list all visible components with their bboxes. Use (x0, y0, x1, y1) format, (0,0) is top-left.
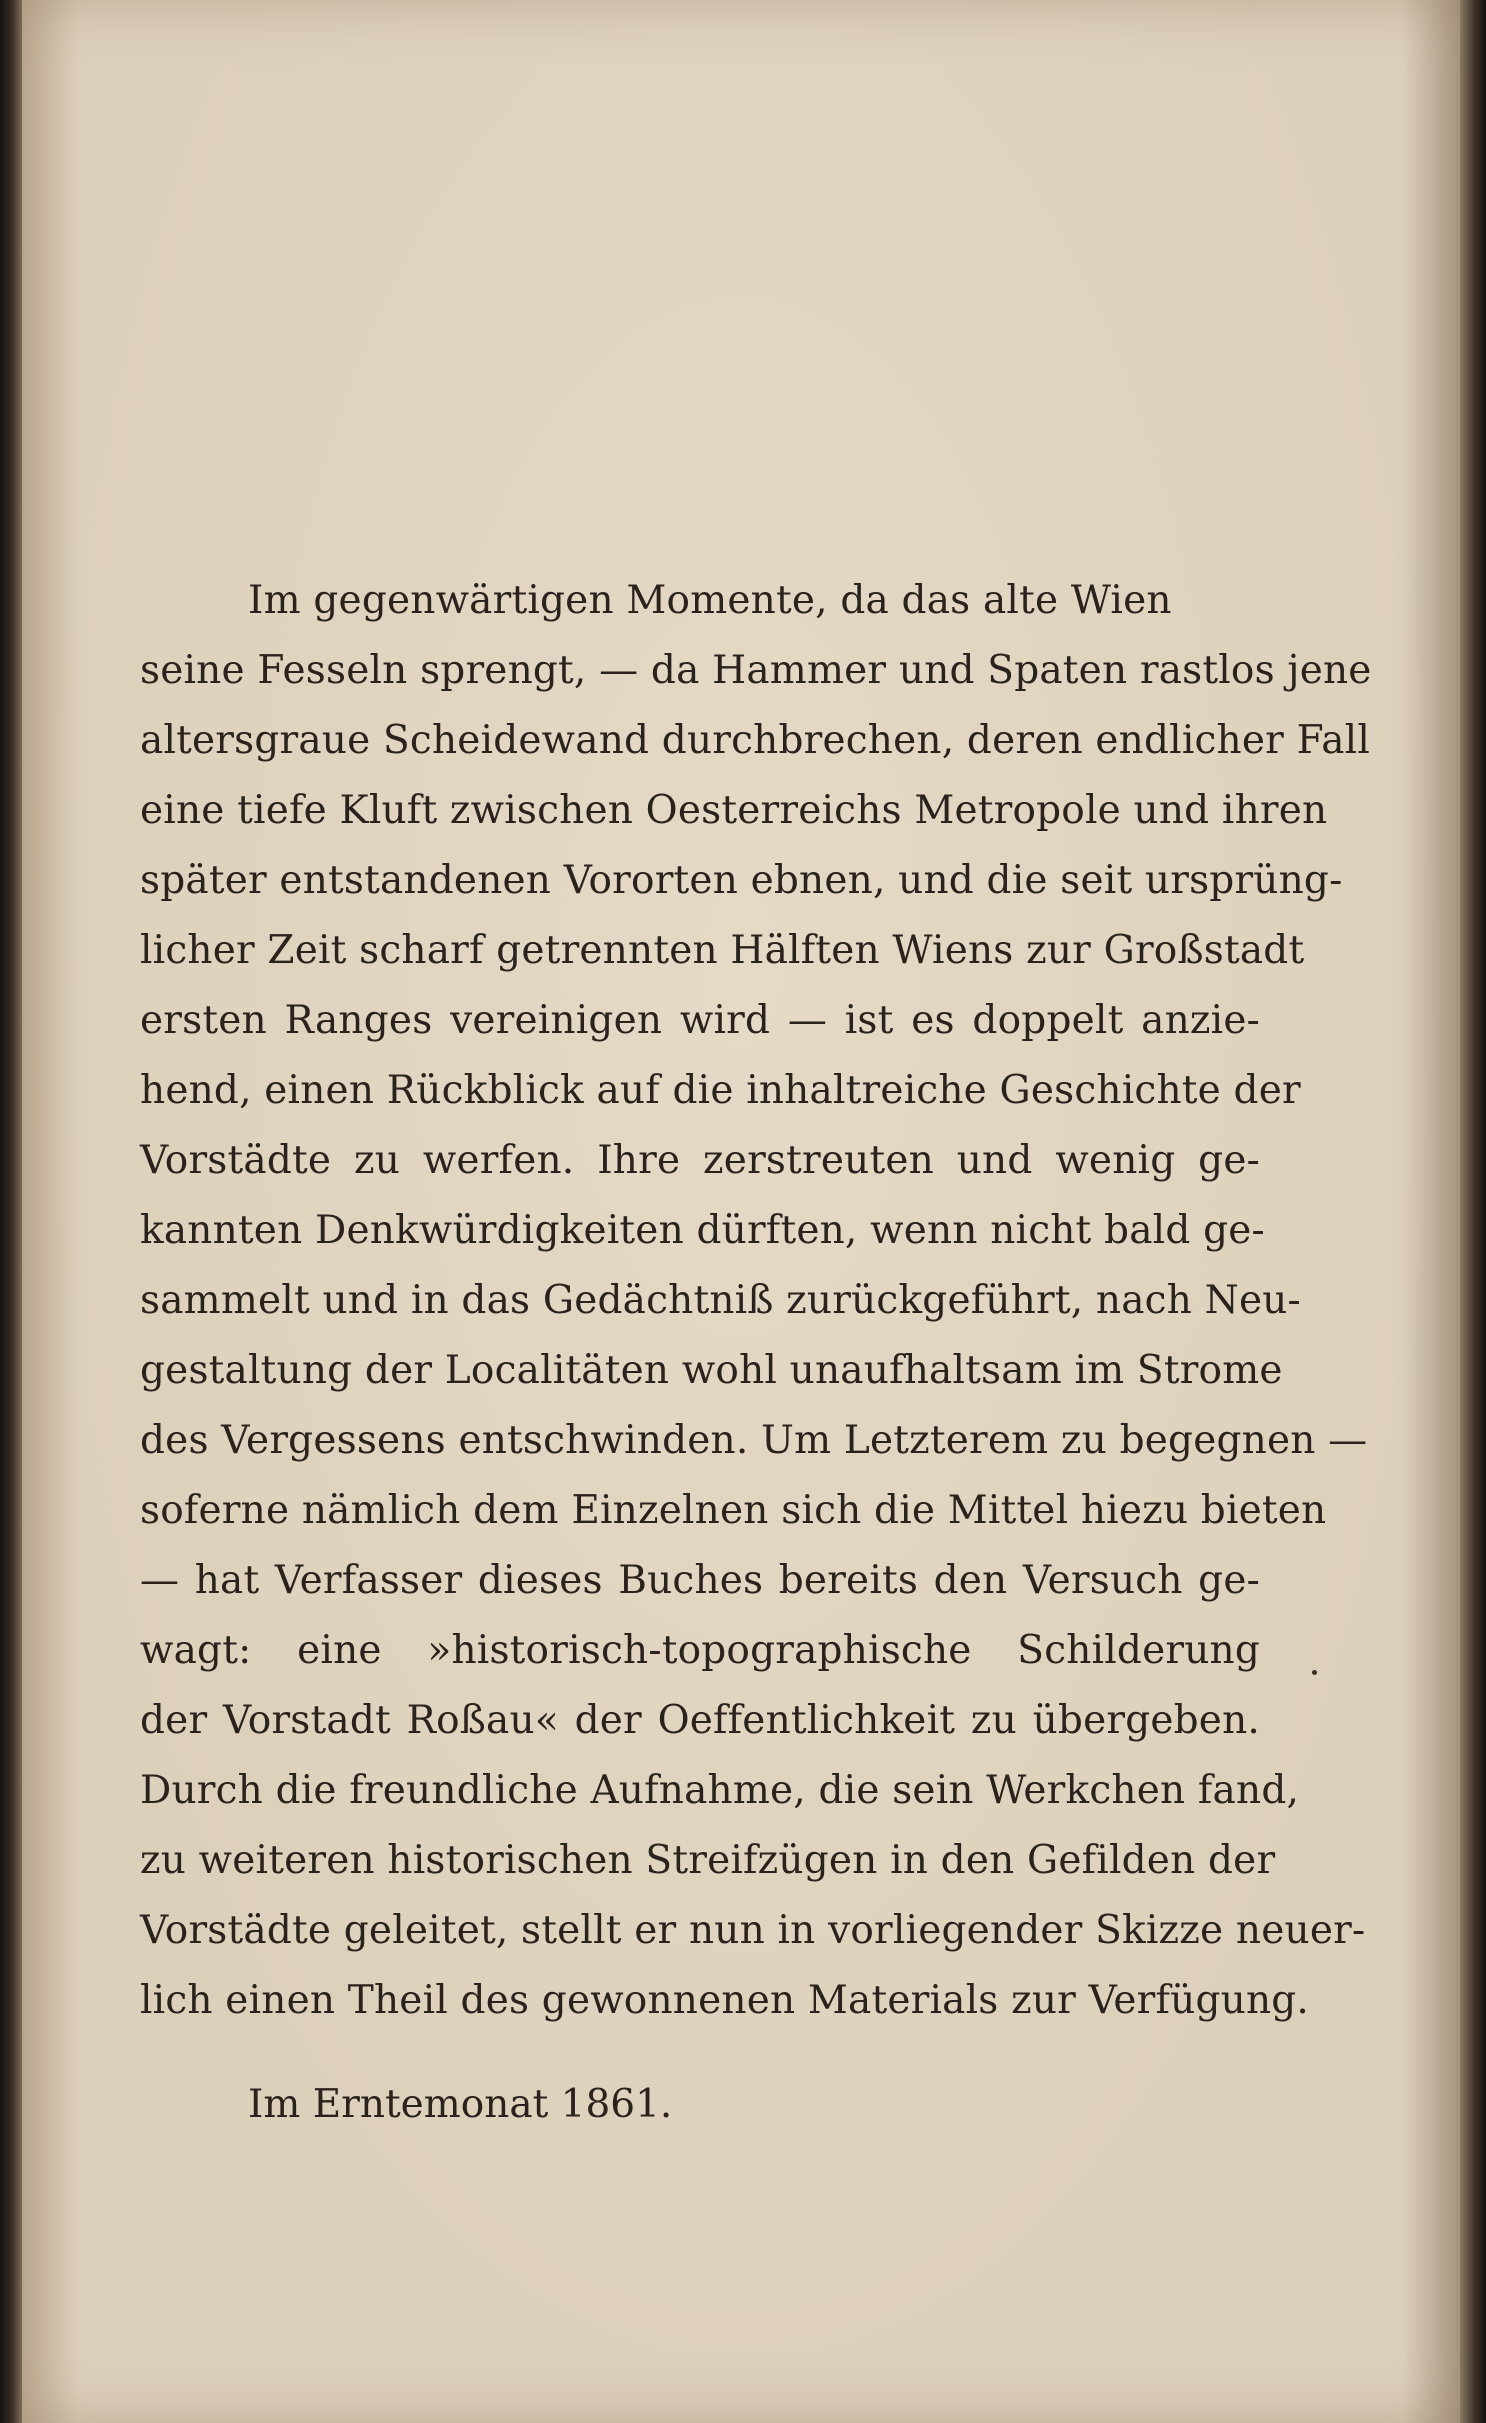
text-line: lich einen Theil des gewonnenen Materials zur Verfügung. (140, 1978, 1310, 2023)
text-line: — hat Verfasser dieses Buches bereits den Versuch ge- (140, 1558, 1260, 1603)
text-line: ersten Ranges vereinigen wird — ist es doppelt anzie- (140, 998, 1260, 1043)
text-line: zu weiteren historischen Streifzügen in den Gefilden der (140, 1838, 1276, 1883)
text-line: Durch die freundliche Aufnahme, die sein Werkchen fand, (140, 1768, 1300, 1813)
text-line: wagt: eine »historisch-topographische Schilderung (140, 1628, 1260, 1673)
text-line: Vorstädte geleitet, stellt er nun in vorliegender Skizze neuer- (140, 1908, 1366, 1953)
text-line: Im gegenwärtigen Momente, da das alte Wien (248, 578, 1172, 623)
text-line: seine Fesseln sprengt, — da Hammer und Spaten rastlos jene (140, 648, 1372, 693)
text-line: hend, einen Rückblick auf die inhaltreiche Geschichte der (140, 1068, 1301, 1113)
text-line: der Vorstadt Roßau« der Oeffentlichkeit zu übergeben. (140, 1698, 1260, 1743)
ink-speck (1312, 1670, 1317, 1675)
text-line: Vorstädte zu werfen. Ihre zerstreuten und wenig ge- (140, 1138, 1260, 1183)
text-line: sammelt und in das Gedächtniß zurückgeführt, nach Neu- (140, 1278, 1301, 1323)
text-line: altersgraue Scheidewand durchbrechen, deren endlicher Fall (140, 718, 1370, 763)
text-line: eine tiefe Kluft zwischen Oesterreichs Metropole und ihren (140, 788, 1328, 833)
preface-paragraph (140, 566, 1372, 2036)
page-edge-shadow (1460, 0, 1486, 2423)
book-page (22, 0, 1460, 2423)
text-line: später entstandenen Vororten ebnen, und die seit ursprüng- (140, 858, 1343, 903)
text-line: kannten Denkwürdigkeiten dürften, wenn nicht bald ge- (140, 1208, 1265, 1253)
text-line: gestaltung der Localitäten wohl unaufhaltsam im Strome (140, 1348, 1283, 1393)
text-line: des Vergessens entschwinden. Um Letzterem zu begegnen — (140, 1418, 1368, 1463)
text-line: licher Zeit scharf getrennten Hälften Wiens zur Großstadt (140, 928, 1305, 973)
date-line: Im Erntemonat 1861. (248, 2082, 673, 2127)
book-spine-shadow (0, 0, 22, 2423)
text-line: soferne nämlich dem Einzelnen sich die Mittel hiezu bieten (140, 1488, 1327, 1533)
